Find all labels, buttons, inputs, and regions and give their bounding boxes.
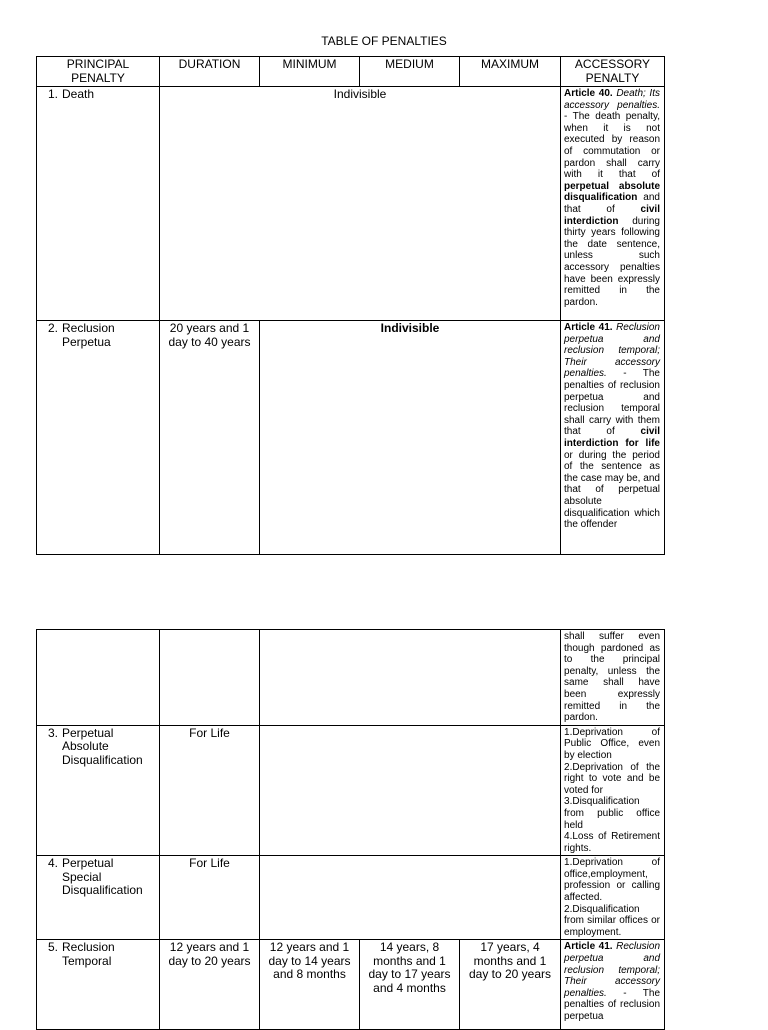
indivisible-cell: Indivisible <box>160 87 561 321</box>
article-title: Death; Its accessory penalties. <box>564 88 660 111</box>
penalty-name: Perpetual Special Disqualification <box>62 856 143 898</box>
accessory-item: 4.Loss of Retirement rights. <box>564 831 661 854</box>
row-number: 4. <box>47 856 58 871</box>
penalty-name: Death <box>62 87 95 101</box>
row-number: 2. <box>47 321 58 335</box>
header-maximum: MAXIMUM <box>460 57 561 87</box>
article-number: Article 41. <box>564 941 613 953</box>
accessory-item: 2.Deprivation of the right to vote and be voted for <box>564 761 661 796</box>
article-bold-text: perpetual absolute disqualification <box>564 180 660 204</box>
empty-cell <box>160 630 260 726</box>
accessory-item: 2.Disqualification from similar offices or employment. <box>564 903 661 938</box>
accessory-item: 1.Deprivation of Public Office, even by election <box>564 726 661 761</box>
article-dash: - <box>606 987 643 999</box>
accessory-penalty-cell <box>561 321 665 555</box>
row-number: 1. <box>47 87 58 101</box>
row-number: 5. <box>47 940 58 955</box>
table-row-perpetual-absolute-disqualification <box>37 725 665 856</box>
header-row <box>37 57 665 87</box>
article-text: or during the period of the sentence as the case may be, and that of perpetual absolute disqualification which the offender <box>564 449 660 531</box>
principal-penalty-cell <box>37 725 160 856</box>
penalty-name: Reclusion Perpetua <box>62 321 115 349</box>
duration-cell: 20 years and 1 day to 40 years <box>160 321 260 555</box>
article-text: The penalties of reclusion perpetua and reclusion temporal shall carry with them that of <box>564 368 660 438</box>
header-minimum: MINIMUM <box>260 57 360 87</box>
table-row-reclusion-temporal <box>37 940 665 1030</box>
row-number: 3. <box>47 725 58 740</box>
header-principal-penalty: PRINCIPAL PENALTY <box>37 57 160 87</box>
header-duration: DURATION <box>160 57 260 87</box>
duration-cell: For Life <box>160 725 260 856</box>
header-accessory-penalty: ACCESSORY PENALTY <box>561 57 665 87</box>
penalties-table-part-2 <box>36 629 665 1030</box>
minimum-cell: 12 years and 1 day to 14 years and 8 months <box>260 940 360 1030</box>
principal-penalty-cell <box>37 87 160 321</box>
table-row-perpetual-special-disqualification <box>37 856 665 940</box>
penalty-name: Reclusion Temporal <box>62 940 115 968</box>
penalty-name: Perpetual Absolute Disqualification <box>62 725 143 767</box>
article-bold-text: civil interdiction <box>564 203 660 227</box>
article-text: The penalties of reclusion perpetua <box>564 987 661 1022</box>
article-title: Reclusion perpetua and reclusion temporal; Their accessory penalties. <box>564 322 660 380</box>
accessory-item: 3.Disqualification from public office held <box>564 796 661 831</box>
article-title: Reclusion perpetua and reclusion temporal; Their accessory penalties. <box>564 941 661 999</box>
page-title: TABLE OF PENALTIES <box>321 34 447 48</box>
accessory-item: 1.Deprivation of office,employment, profession or calling affected. <box>564 857 661 904</box>
accessory-penalty-cell <box>561 725 665 856</box>
duration-cell: 12 years and 1 day to 20 years <box>160 940 260 1030</box>
empty-cell <box>260 856 561 940</box>
article-dash: - <box>564 111 573 123</box>
empty-cell <box>260 630 561 726</box>
principal-penalty-cell <box>37 321 160 555</box>
medium-cell: 14 years, 8 months and 1 day to 17 years and 4 months <box>360 940 460 1030</box>
table-row-continuation <box>37 630 665 726</box>
article-text: during thirty years following the date sentence, unless such accessory penalties have been expressly remitted in the pardon. <box>564 215 660 308</box>
duration-cell: For Life <box>160 856 260 940</box>
empty-cell <box>260 725 561 856</box>
indivisible-cell: Indivisible <box>260 321 561 555</box>
article-number: Article 40. <box>564 88 613 99</box>
maximum-cell: 17 years, 4 months and 1 day to 20 years <box>460 940 561 1030</box>
accessory-penalty-cell <box>561 856 665 940</box>
accessory-penalty-cell <box>561 940 665 1030</box>
article-dash: - <box>606 368 643 380</box>
table-row-reclusion-perpetua <box>37 321 665 555</box>
article-bold-text: civil interdiction for life <box>564 426 660 449</box>
table-row-death <box>37 87 665 321</box>
accessory-penalty-cell: shall suffer even though pardoned as to the principal penalty, unless the same shall have been expressly remitted in the pardon. <box>561 630 665 726</box>
article-number: Article 41. <box>564 322 613 333</box>
penalties-table-part-1 <box>36 56 665 555</box>
accessory-penalty-cell <box>561 87 665 321</box>
principal-penalty-cell <box>37 856 160 940</box>
principal-penalty-cell <box>37 940 160 1030</box>
article-text: The death penalty, when it is not executed by reason of commutation or pardon shall carry with it that of <box>564 111 660 181</box>
article-text: and that of <box>564 192 660 215</box>
empty-cell <box>37 630 160 726</box>
header-medium: MEDIUM <box>360 57 460 87</box>
